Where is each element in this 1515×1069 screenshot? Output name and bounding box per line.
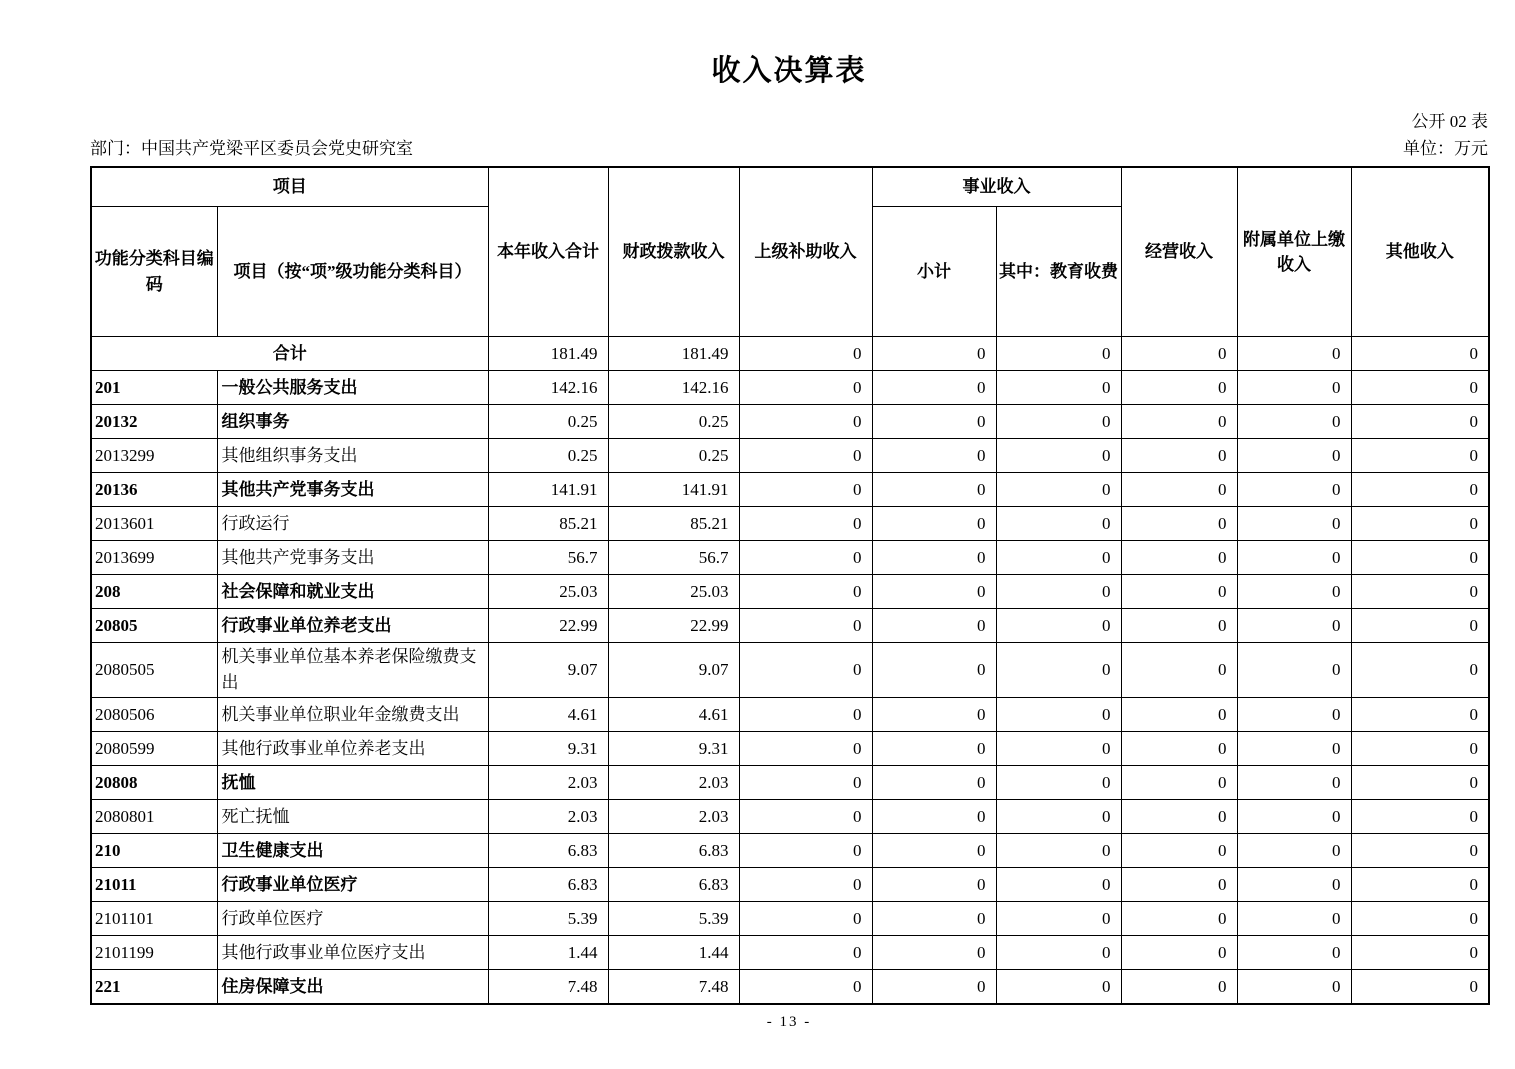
header-operating-income: 经营收入	[1121, 167, 1237, 337]
row-name: 机关事业单位职业年金缴费支出	[217, 698, 488, 732]
table-row	[91, 507, 1489, 541]
row-value: 9.07	[488, 643, 608, 698]
row-value: 5.39	[488, 902, 608, 936]
header-affiliated-remit-income: 附属单位上缴收入	[1237, 167, 1351, 337]
row-value: 2.03	[608, 766, 739, 800]
row-value: 0	[1237, 575, 1351, 609]
row-value: 0	[739, 405, 872, 439]
row-value: 0	[996, 936, 1121, 970]
row-code: 20808	[91, 766, 217, 800]
row-value: 0	[1237, 902, 1351, 936]
table-row	[91, 473, 1489, 507]
row-value: 141.91	[608, 473, 739, 507]
row-value: 0	[996, 405, 1121, 439]
row-value: 0	[1351, 439, 1489, 473]
row-value: 0	[872, 834, 996, 868]
row-value: 0	[1351, 834, 1489, 868]
row-code: 2080801	[91, 800, 217, 834]
row-value: 4.61	[608, 698, 739, 732]
row-value: 0	[996, 766, 1121, 800]
row-value: 0	[1237, 609, 1351, 643]
row-name: 行政运行	[217, 507, 488, 541]
row-value: 0.25	[488, 405, 608, 439]
row-value: 0	[739, 868, 872, 902]
page-number: - 13 -	[766, 1013, 812, 1030]
row-value: 0	[1121, 609, 1237, 643]
row-value: 0	[1121, 575, 1237, 609]
row-name: 其他行政事业单位养老支出	[217, 732, 488, 766]
row-value: 0	[872, 732, 996, 766]
row-value: 0.25	[608, 439, 739, 473]
row-value: 0	[872, 868, 996, 902]
header-code: 功能分类科目编码	[91, 207, 217, 337]
row-name: 其他共产党事务支出	[217, 541, 488, 575]
row-value: 0	[1351, 868, 1489, 902]
row-value: 0	[1237, 337, 1351, 371]
department-label: 部门：中国共产党梁平区委员会党史研究室	[90, 138, 413, 158]
table-row	[91, 936, 1489, 970]
row-value: 0	[1237, 698, 1351, 732]
income-table	[90, 166, 1490, 1005]
row-value: 0	[872, 439, 996, 473]
table-row	[91, 834, 1489, 868]
row-value: 0	[996, 609, 1121, 643]
row-value: 0	[1121, 732, 1237, 766]
row-name: 社会保障和就业支出	[217, 575, 488, 609]
row-value: 0	[1237, 732, 1351, 766]
row-value: 1.44	[488, 936, 608, 970]
row-value: 6.83	[488, 834, 608, 868]
meta-line	[90, 135, 1488, 159]
row-value: 0	[1237, 405, 1351, 439]
row-value: 0	[739, 643, 872, 698]
row-value: 56.7	[608, 541, 739, 575]
row-value: 5.39	[608, 902, 739, 936]
row-name: 行政事业单位医疗	[217, 868, 488, 902]
row-value: 0	[996, 371, 1121, 405]
row-value: 7.48	[608, 970, 739, 1004]
row-value: 0	[996, 643, 1121, 698]
row-value: 0	[1237, 800, 1351, 834]
row-value: 0	[1351, 643, 1489, 698]
row-value: 141.91	[488, 473, 608, 507]
row-value: 0	[1237, 507, 1351, 541]
page-title: 收入决算表	[711, 55, 867, 87]
header-total-income: 本年收入合计	[488, 167, 608, 337]
row-value: 0	[739, 732, 872, 766]
row-value: 0	[872, 541, 996, 575]
row-value: 0	[1121, 936, 1237, 970]
row-value: 0	[1351, 575, 1489, 609]
row-value: 0	[1237, 473, 1351, 507]
row-code: 208	[91, 575, 217, 609]
row-value: 0	[739, 473, 872, 507]
row-value: 0	[872, 371, 996, 405]
row-code: 20132	[91, 405, 217, 439]
row-name: 行政单位医疗	[217, 902, 488, 936]
row-value: 9.31	[488, 732, 608, 766]
row-value: 0	[996, 575, 1121, 609]
header-business-subtotal: 小计	[872, 207, 996, 337]
row-value: 0	[1121, 970, 1237, 1004]
row-value: 0	[996, 834, 1121, 868]
row-value: 6.83	[608, 834, 739, 868]
table-row	[91, 732, 1489, 766]
header-other-income: 其他收入	[1351, 167, 1489, 337]
row-value: 0	[1121, 834, 1237, 868]
row-value: 2.03	[488, 766, 608, 800]
row-value: 0	[1121, 698, 1237, 732]
row-value: 22.99	[488, 609, 608, 643]
row-code: 2080599	[91, 732, 217, 766]
row-name: 其他行政事业单位医疗支出	[217, 936, 488, 970]
row-value: 0	[1237, 834, 1351, 868]
row-value: 0	[1121, 643, 1237, 698]
row-value: 0	[739, 800, 872, 834]
row-value: 142.16	[488, 371, 608, 405]
row-value: 0	[1351, 902, 1489, 936]
row-value: 0	[1351, 337, 1489, 371]
row-value: 0	[1121, 371, 1237, 405]
row-value: 25.03	[488, 575, 608, 609]
table-row	[91, 609, 1489, 643]
row-value: 0	[872, 936, 996, 970]
row-value: 0	[996, 902, 1121, 936]
header-project-name: 项目（按“项”级功能分类科目）	[217, 207, 488, 337]
row-value: 0	[996, 541, 1121, 575]
row-code: 201	[91, 371, 217, 405]
header-education-fees: 其中：教育收费	[996, 207, 1121, 337]
row-code: 2080506	[91, 698, 217, 732]
row-value: 0	[739, 507, 872, 541]
row-value: 0	[739, 902, 872, 936]
row-name: 其他共产党事务支出	[217, 473, 488, 507]
row-value: 6.83	[608, 868, 739, 902]
row-value: 0	[996, 507, 1121, 541]
row-name: 死亡抚恤	[217, 800, 488, 834]
row-name: 卫生健康支出	[217, 834, 488, 868]
table-row	[91, 643, 1489, 698]
row-name: 其他组织事务支出	[217, 439, 488, 473]
row-value: 85.21	[488, 507, 608, 541]
row-value: 7.48	[488, 970, 608, 1004]
row-value: 0	[872, 902, 996, 936]
row-value: 0	[1121, 541, 1237, 575]
row-value: 0	[1121, 800, 1237, 834]
row-value: 0	[1237, 371, 1351, 405]
row-value: 0	[1237, 936, 1351, 970]
row-value: 0	[739, 337, 872, 371]
row-total-label: 合计	[91, 337, 488, 371]
row-value: 0	[1351, 936, 1489, 970]
row-value: 0	[1237, 868, 1351, 902]
row-value: 0	[739, 766, 872, 800]
row-value: 0	[872, 405, 996, 439]
row-value: 0	[1237, 541, 1351, 575]
table-row	[91, 575, 1489, 609]
row-value: 0	[1351, 698, 1489, 732]
row-value: 0	[1121, 766, 1237, 800]
row-name: 行政事业单位养老支出	[217, 609, 488, 643]
row-value: 0	[739, 575, 872, 609]
row-value: 6.83	[488, 868, 608, 902]
row-code: 21011	[91, 868, 217, 902]
row-value: 0	[872, 337, 996, 371]
row-value: 0	[1351, 405, 1489, 439]
row-value: 0	[1121, 473, 1237, 507]
row-value: 0	[1351, 766, 1489, 800]
row-value: 0	[872, 473, 996, 507]
row-value: 0	[1121, 507, 1237, 541]
row-value: 0	[1121, 439, 1237, 473]
row-value: 0	[996, 732, 1121, 766]
row-value: 0	[872, 609, 996, 643]
row-value: 0	[739, 698, 872, 732]
row-name: 一般公共服务支出	[217, 371, 488, 405]
row-value: 25.03	[608, 575, 739, 609]
row-code: 2013299	[91, 439, 217, 473]
row-code: 210	[91, 834, 217, 868]
row-value: 0	[1237, 970, 1351, 1004]
row-code: 2101101	[91, 902, 217, 936]
row-value: 0	[872, 698, 996, 732]
row-value: 0	[1351, 732, 1489, 766]
row-code: 20136	[91, 473, 217, 507]
row-value: 181.49	[608, 337, 739, 371]
row-code: 2013601	[91, 507, 217, 541]
row-name: 组织事务	[217, 405, 488, 439]
row-value: 0	[1351, 970, 1489, 1004]
row-value: 0	[739, 439, 872, 473]
row-value: 0	[1121, 902, 1237, 936]
row-value: 181.49	[488, 337, 608, 371]
row-value: 0	[1351, 473, 1489, 507]
table-row	[91, 902, 1489, 936]
row-value: 0	[1351, 541, 1489, 575]
row-value: 85.21	[608, 507, 739, 541]
row-value: 0	[996, 473, 1121, 507]
header-business-income-group: 事业收入	[872, 167, 1121, 207]
row-value: 1.44	[608, 936, 739, 970]
table-row	[91, 766, 1489, 800]
row-value: 4.61	[488, 698, 608, 732]
row-value: 0	[872, 643, 996, 698]
row-code: 2080505	[91, 643, 217, 698]
row-value: 0	[996, 868, 1121, 902]
header-superior-subsidy-income: 上级补助收入	[739, 167, 872, 337]
row-value: 9.31	[608, 732, 739, 766]
row-name: 住房保障支出	[217, 970, 488, 1004]
row-name: 抚恤	[217, 766, 488, 800]
row-value: 0	[739, 371, 872, 405]
row-value: 0	[1121, 868, 1237, 902]
row-value: 0	[1121, 405, 1237, 439]
row-value: 2.03	[608, 800, 739, 834]
row-value: 0	[996, 800, 1121, 834]
row-value: 0	[1351, 371, 1489, 405]
unit-label: 单位：万元	[1403, 138, 1488, 158]
row-value: 0	[739, 609, 872, 643]
row-value: 0	[996, 970, 1121, 1004]
table-row	[91, 868, 1489, 902]
row-value: 0	[1351, 800, 1489, 834]
row-value: 0	[996, 698, 1121, 732]
row-value: 0	[1351, 507, 1489, 541]
header-project-group: 项目	[91, 167, 488, 207]
row-code: 20805	[91, 609, 217, 643]
table-body	[91, 337, 1489, 1004]
table-row	[91, 698, 1489, 732]
row-value: 0	[739, 541, 872, 575]
row-value: 0	[739, 970, 872, 1004]
table-row	[91, 405, 1489, 439]
row-value: 0	[739, 834, 872, 868]
row-value: 56.7	[488, 541, 608, 575]
row-value: 0	[872, 970, 996, 1004]
table-row	[91, 371, 1489, 405]
row-value: 0	[996, 439, 1121, 473]
table-code-label: 公开 02 表	[1411, 111, 1488, 131]
table-row	[91, 439, 1489, 473]
header-fiscal-income: 财政拨款收入	[608, 167, 739, 337]
row-value: 0	[872, 800, 996, 834]
row-value: 2.03	[488, 800, 608, 834]
row-code: 221	[91, 970, 217, 1004]
row-value: 0	[872, 766, 996, 800]
row-value: 0	[1237, 643, 1351, 698]
table-row	[91, 970, 1489, 1004]
row-value: 0.25	[488, 439, 608, 473]
table-row	[91, 541, 1489, 575]
row-value: 0	[1351, 609, 1489, 643]
table-row	[91, 800, 1489, 834]
table-row	[91, 337, 1489, 371]
row-code: 2013699	[91, 541, 217, 575]
row-value: 0	[872, 575, 996, 609]
row-value: 0	[872, 507, 996, 541]
table-header	[91, 167, 1489, 337]
row-value: 0	[1237, 766, 1351, 800]
row-code: 2101199	[91, 936, 217, 970]
row-value: 142.16	[608, 371, 739, 405]
row-name: 机关事业单位基本养老保险缴费支出	[217, 643, 488, 698]
row-value: 22.99	[608, 609, 739, 643]
row-value: 0	[739, 936, 872, 970]
row-value: 9.07	[608, 643, 739, 698]
row-value: 0	[1237, 439, 1351, 473]
row-value: 0	[1121, 337, 1237, 371]
row-value: 0	[996, 337, 1121, 371]
row-value: 0.25	[608, 405, 739, 439]
